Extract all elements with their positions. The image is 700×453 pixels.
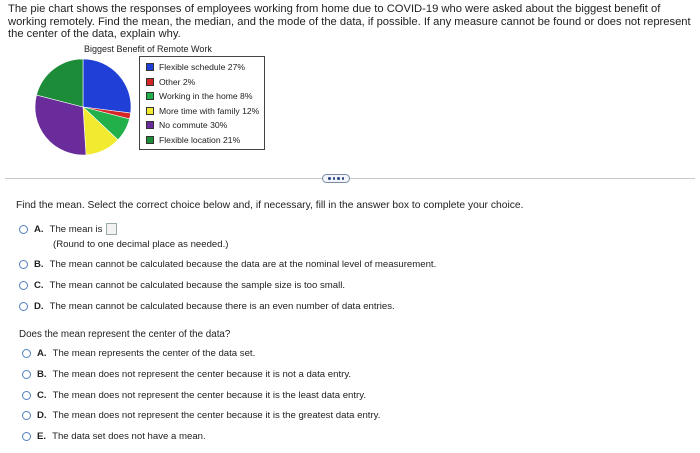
legend-swatch-flexible-schedule xyxy=(146,63,154,71)
question-2-prompt: Does the mean represent the center of the data? xyxy=(19,329,231,340)
legend-swatch-no-commute xyxy=(146,121,154,129)
radio-button[interactable] xyxy=(22,411,31,420)
legend-swatch-flexible-location xyxy=(146,136,154,144)
ellipsis-icon xyxy=(333,177,336,180)
radio-button[interactable] xyxy=(22,370,31,379)
q1-option-d[interactable] xyxy=(19,301,395,312)
legend-swatch-working-in-home xyxy=(146,92,154,100)
rounding-note: (Round to one decimal place as needed.) xyxy=(53,239,229,250)
option-text: The data set does not have a mean. xyxy=(52,431,206,442)
legend-swatch-family-time xyxy=(146,107,154,115)
legend-item xyxy=(146,118,264,133)
legend-item xyxy=(146,75,264,90)
legend-item xyxy=(146,60,264,75)
q2-option-e[interactable] xyxy=(22,431,206,442)
mean-answer-input[interactable] xyxy=(106,223,117,235)
radio-button[interactable] xyxy=(19,225,28,234)
legend-label: Flexible schedule 27% xyxy=(159,62,245,73)
legend-label: Other 2% xyxy=(159,76,196,87)
ellipsis-icon xyxy=(337,177,340,180)
ellipsis-icon xyxy=(328,177,331,180)
q2-option-d[interactable] xyxy=(22,410,380,421)
radio-button[interactable] xyxy=(22,432,31,441)
problem-statement: The pie chart shows the responses of employees working from home due to COVID-19 who were asked about the biggest benefit of working remotely. Find the mean, the median, and the mode of the data, if possible. If any measure cannot be found or does not represent the center of the data, explain why. xyxy=(8,3,691,40)
pie-chart xyxy=(33,57,133,157)
section-divider xyxy=(5,178,695,179)
legend-swatch-other xyxy=(146,78,154,86)
option-letter: D. xyxy=(37,410,47,421)
chart-legend xyxy=(139,56,265,150)
question-1-prompt: Find the mean. Select the correct choice below and, if necessary, fill in the answer box to complete your choice. xyxy=(16,200,524,211)
option-letter: B. xyxy=(34,259,44,270)
legend-item xyxy=(146,89,264,104)
radio-button[interactable] xyxy=(19,260,28,269)
q1-option-b[interactable] xyxy=(19,259,436,270)
q2-option-c[interactable] xyxy=(22,390,366,401)
pie-slice-flexible-schedule xyxy=(83,59,131,113)
legend-label: Flexible location 21% xyxy=(159,134,241,145)
q1-option-a[interactable] xyxy=(19,223,117,235)
option-letter: A. xyxy=(34,223,44,235)
option-letter: E. xyxy=(37,431,47,442)
radio-button[interactable] xyxy=(19,281,28,290)
q2-option-a[interactable] xyxy=(22,348,255,359)
legend-item xyxy=(146,133,264,148)
option-text: The mean does not represent the center because it is the greatest data entry. xyxy=(52,410,381,421)
legend-label: Working in the home 8% xyxy=(159,91,253,102)
legend-item xyxy=(146,104,264,119)
ellipsis-icon xyxy=(342,177,345,180)
q2-option-b[interactable] xyxy=(22,369,351,380)
option-text: The mean does not represent the center because it is not a data entry. xyxy=(52,369,352,380)
option-text: The mean does not represent the center because it is the least data entry. xyxy=(52,390,366,401)
option-text: The mean cannot be calculated because there is an even number of data entries. xyxy=(49,301,395,312)
chart-title: Biggest Benefit of Remote Work xyxy=(84,44,212,54)
radio-button[interactable] xyxy=(22,391,31,400)
option-letter: C. xyxy=(34,280,44,291)
option-letter: A. xyxy=(37,348,47,359)
legend-label: No commute 30% xyxy=(159,120,228,131)
expand-more-button[interactable] xyxy=(322,174,350,183)
radio-button[interactable] xyxy=(19,302,28,311)
option-letter: D. xyxy=(34,301,44,312)
option-text: The mean cannot be calculated because the sample size is too small. xyxy=(49,280,346,291)
pie-svg xyxy=(33,57,133,157)
q1-option-c[interactable] xyxy=(19,280,345,291)
legend-label: More time with family 12% xyxy=(159,105,260,116)
option-letter: B. xyxy=(37,369,47,380)
option-text: The mean cannot be calculated because the data are at the nominal level of measurement. xyxy=(49,259,437,270)
option-text: The mean represents the center of the data set. xyxy=(52,348,256,359)
option-text: The mean is xyxy=(49,223,103,235)
option-letter: C. xyxy=(37,390,47,401)
radio-button[interactable] xyxy=(22,349,31,358)
